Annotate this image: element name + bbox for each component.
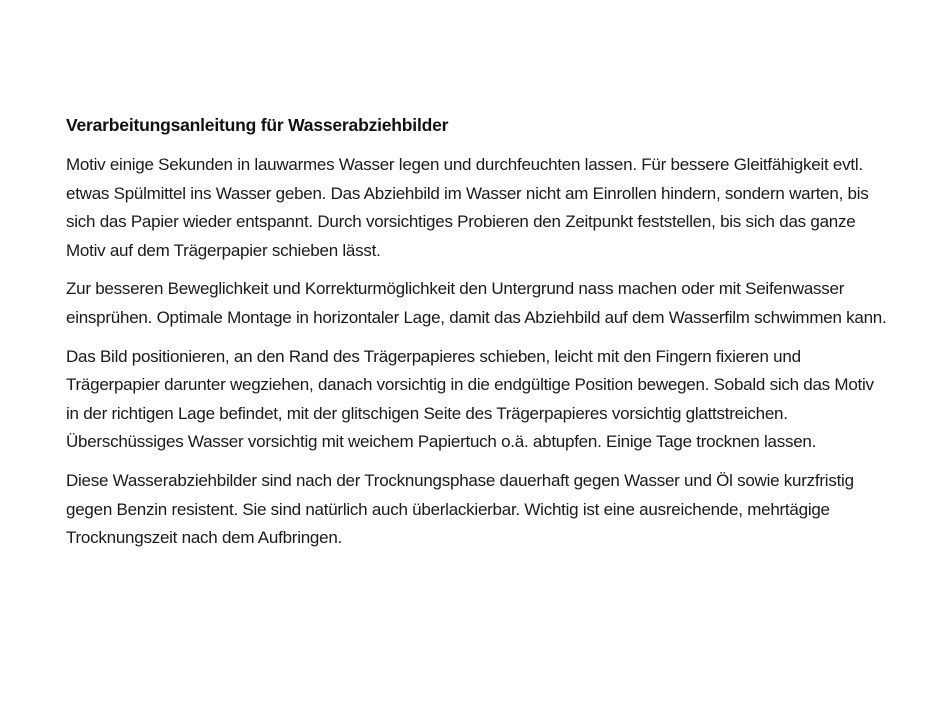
paragraph-positioning-instructions: Das Bild positionieren, an den Rand des Trägerpapieres schieben, leicht mit den Fingern fixieren und Trägerpapier darunter wegziehen, danach vorsichtig in die endgültige Position bewegen. Sobald sich das Motiv in der richtigen Lage befindet, mit der glitschigen Seite des Trägerpapieres vorsichtig glattstreichen. Überschüssiges Wasser vorsichtig mit weichem Papiertuch o.ä. abtupfen. Einige Tage trocknen lassen.	[66, 346, 874, 452]
paragraph-surface-preparation: Zur besseren Beweglichkeit und Korrekturmöglichkeit den Untergrund nass machen oder mit Seifenwasser einsprühen. Optimale Montage in horizontaler Lage, damit das Abziehbild auf dem Wasserfilm schwimmen kann.	[66, 279, 887, 327]
document-content	[66, 112, 888, 563]
paragraph-soaking-instructions: Motiv einige Sekunden in lauwarmes Wasser legen und durchfeuchten lassen. Für bessere Gleitfähigkeit evtl. etwas Spülmittel ins Wasser geben. Das Abziehbild im Wasser nicht am Einrollen hindern, sondern warten, bis sich das Papier wieder entspannt. Durch vorsichtiges Probieren den Zeitpunkt feststellen, bis sich das ganze Motiv auf dem Trägerpapier schieben lässt.	[66, 155, 869, 260]
document-title: Verarbeitungsanleitung für Wasserabziehbilder	[66, 115, 449, 135]
paragraph-drying-resistance-notes: Diese Wasserabziehbilder sind nach der Trocknungsphase dauerhaft gegen Wasser und Öl sowie kurzfristig gegen Benzin resistent. Sie sind natürlich auch überlackierbar. Wichtig ist eine ausreichende, mehrtägige Trocknungszeit nach dem Aufbringen.	[66, 470, 854, 548]
